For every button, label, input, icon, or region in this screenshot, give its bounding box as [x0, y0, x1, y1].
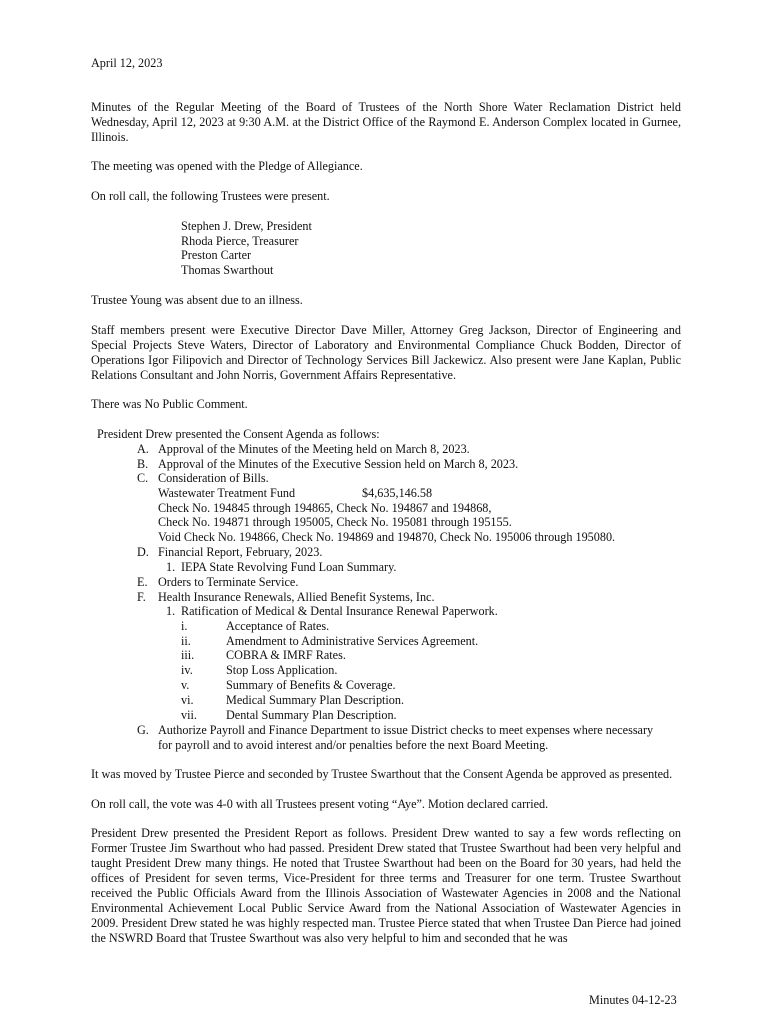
agenda-marker: E.	[137, 575, 148, 589]
agenda-marker: A.	[137, 442, 149, 456]
sub-marker: 1.	[166, 560, 176, 574]
motion-paragraph: It was moved by Trustee Pierce and seconded by Trustee Swarthout that the Consent Agenda be approved as presented.	[91, 767, 673, 781]
void-check-line: Void Check No. 194866, Check No. 194869 and 194870, Check No. 195006 through 195080.	[158, 530, 616, 544]
public-comment: There was No Public Comment.	[91, 397, 248, 411]
roman-item: COBRA & IMRF Rates.	[226, 648, 346, 662]
agenda-item-f: Health Insurance Renewals, Allied Benefit Systems, Inc.	[158, 590, 435, 604]
agenda-item-d: Financial Report, February, 2023.	[158, 545, 323, 559]
trustee-name: Preston Carter	[181, 248, 252, 262]
agenda-item-a: Approval of the Minutes of the Meeting held on March 8, 2023.	[158, 442, 470, 456]
roman-marker: v.	[181, 678, 190, 692]
agenda-marker: C.	[137, 471, 149, 485]
opening-paragraph: The meeting was opened with the Pledge of Allegiance.	[91, 159, 363, 173]
trustee-name: Rhoda Pierce, Treasurer	[181, 234, 299, 248]
vote-paragraph: On roll call, the vote was 4-0 with all Trustees present voting “Aye”. Motion declared carried.	[91, 797, 549, 811]
agenda-item-c: Consideration of Bills.	[158, 471, 269, 485]
trustee-name: Stephen J. Drew, President	[181, 219, 312, 233]
agenda-marker: G.	[137, 723, 149, 737]
absent-note: Trustee Young was absent due to an illness.	[91, 293, 303, 307]
roman-marker: vii.	[181, 708, 197, 722]
intro-paragraph: Minutes of the Regular Meeting of the Board of Trustees of the North Shore Water Reclamation District held Wednesday, April 12, 2023 at 9:30 A.M. at the District Office of the Raymond E. Anderson Complex located in Gurnee, Illinois.	[91, 100, 681, 144]
roll-call-intro: On roll call, the following Trustees were present.	[91, 189, 330, 203]
roman-marker: iv.	[181, 663, 193, 677]
roman-item: Summary of Benefits & Coverage.	[226, 678, 396, 692]
agenda-item-b: Approval of the Minutes of the Executive Session held on March 8, 2023.	[158, 457, 519, 471]
fund-amount: $4,635,146.58	[362, 486, 433, 500]
roman-item: Amendment to Administrative Services Agreement.	[226, 634, 479, 648]
consent-agenda-intro: President Drew presented the Consent Agenda as follows:	[97, 427, 380, 441]
agenda-item-g: Authorize Payroll and Finance Department to issue District checks to meet expenses where necessary	[158, 723, 654, 737]
trustee-name: Thomas Swarthout	[181, 263, 274, 277]
roman-item: Stop Loss Application.	[226, 663, 338, 677]
roman-item: Medical Summary Plan Description.	[226, 693, 405, 707]
page-footer: Minutes 04-12-23	[589, 993, 677, 1008]
agenda-item-d1: IEPA State Revolving Fund Loan Summary.	[181, 560, 397, 574]
roman-marker: iii.	[181, 648, 195, 662]
roman-marker: ii.	[181, 634, 191, 648]
meeting-date: April 12, 2023	[91, 56, 163, 70]
roman-item: Acceptance of Rates.	[226, 619, 330, 633]
president-report-paragraph: President Drew presented the President Report as follows. President Drew wanted to say a few words reflecting on Former Trustee Jim Swarthout who had passed. President Drew stated that Trustee Swarthout had been very helpful and taught President Drew many things. He noted that Trustee Swarthout had been on the Board for 30 years, had held the offices of President for seven terms, Vice-President for three terms and Treasurer for one term. Trustee Swarthout received the Public Officials Award from the Illinois Association of Wastewater Agencies in 2008 and the National Environmental Achievement Local Public Service Award from the National Association of Wastewater Agencies in 2009. President Drew stated he was highly respected man. Trustee Pierce stated that when Trustee Dan Pierce had joined the NSWRD Board that Trustee Swarthout was also very helpful to him and seconded that he was	[91, 826, 681, 945]
agenda-marker: B.	[137, 457, 149, 471]
roman-marker: vi.	[181, 693, 194, 707]
fund-name: Wastewater Treatment Fund	[158, 486, 296, 500]
agenda-marker: D.	[137, 545, 149, 559]
roman-marker: i.	[181, 619, 188, 633]
sub-marker: 1.	[166, 604, 176, 618]
agenda-item-f1: Ratification of Medical & Dental Insurance Renewal Paperwork.	[181, 604, 498, 618]
check-range-line: Check No. 194845 through 194865, Check No. 194867 and 194868,	[158, 501, 492, 515]
check-range-line: Check No. 194871 through 195005, Check No. 195081 through 195155.	[158, 515, 512, 529]
agenda-marker: F.	[137, 590, 146, 604]
agenda-item-g-continued: for payroll and to avoid interest and/or penalties before the next Board Meeting.	[158, 738, 549, 752]
staff-paragraph: Staff members present were Executive Director Dave Miller, Attorney Greg Jackson, Director of Engineering and Special Projects Steve Waters, Director of Laboratory and Environmental Compliance Chuck Bodden, Director of Operations Igor Filipovich and Director of Technology Services Bill Jackewicz. Also present were Jane Kaplan, Public Relations Consultant and John Norris, Government Affairs Representative.	[91, 323, 681, 382]
agenda-item-e: Orders to Terminate Service.	[158, 575, 299, 589]
roman-item: Dental Summary Plan Description.	[226, 708, 397, 722]
